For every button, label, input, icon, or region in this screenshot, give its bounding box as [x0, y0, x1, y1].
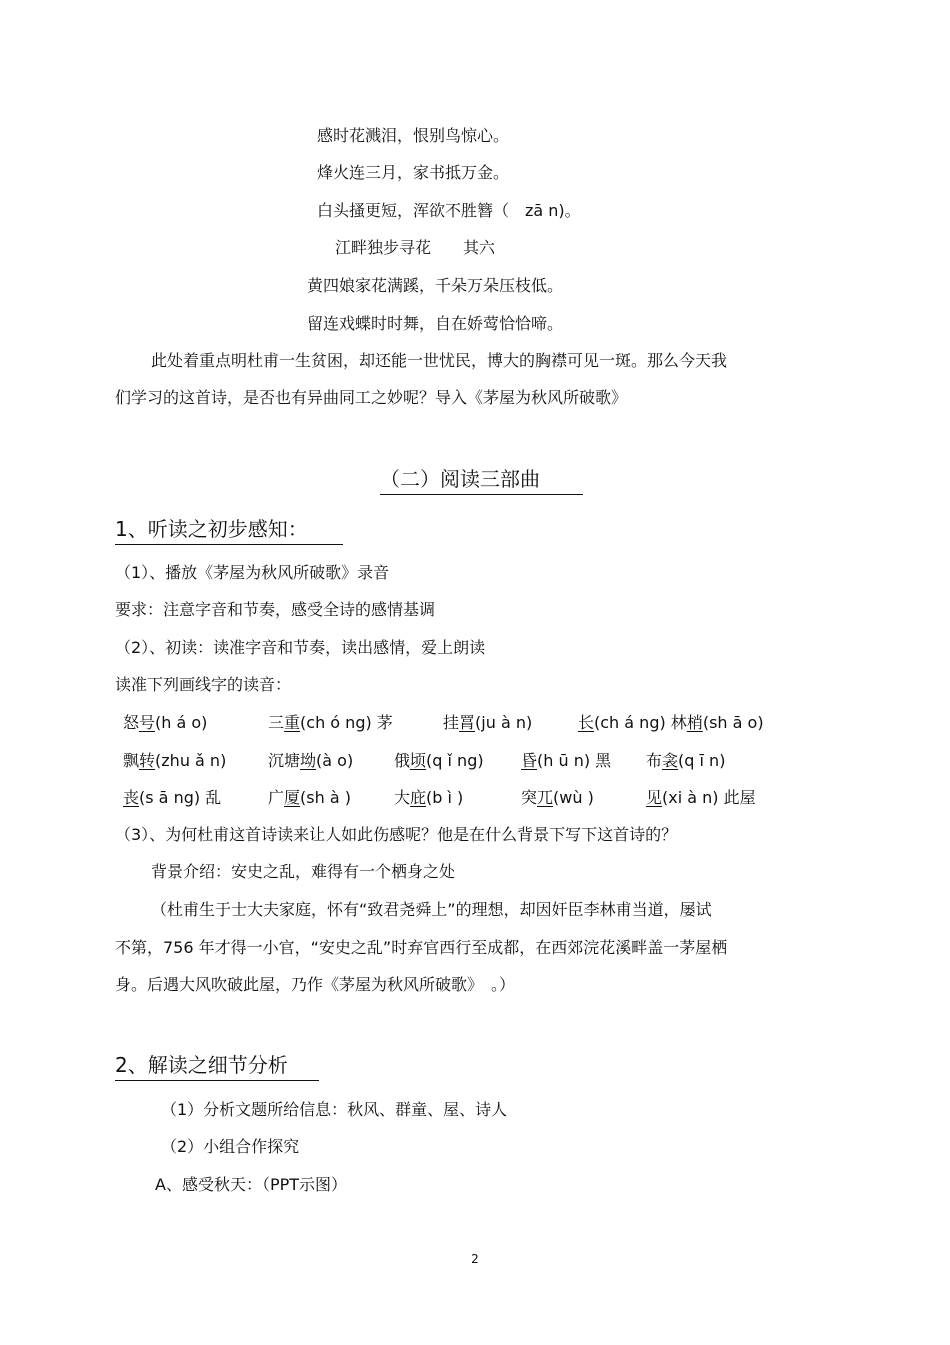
- part1-item-2: 要求：注意字音和节奏，感受全诗的感情基调: [115, 600, 436, 619]
- pinyin-row-2: [0, 750, 950, 772]
- intro-paragraph-line-2: 们学习的这首诗，是否也有异曲同工之妙呢？导入《茅屋为秋风所破歌》: [115, 388, 628, 407]
- part2-item-2: （2）小组合作探究: [161, 1137, 300, 1156]
- poem1-line-1: 感时花溅泪，恨别鸟惊心。: [317, 126, 510, 145]
- pinyin-word: 飘转(zhu ǎ n): [123, 751, 227, 770]
- page-number: 2: [471, 1252, 479, 1266]
- intro-paragraph-line-1: 此处着重点明杜甫一生贫困，却还能一世忧民，博大的胸襟可见一斑。那么今天我: [151, 351, 728, 370]
- part2-item-3: A、感受秋天：（PPT示图）: [155, 1175, 348, 1194]
- section-title: （二）阅读三部曲: [380, 466, 583, 495]
- part2-item-1: （1）分析文题所给信息：秋风、群童、屋、诗人: [161, 1100, 508, 1119]
- poem1-line-3: 白头搔更短，浑欲不胜簪（ zā n)。: [317, 201, 581, 220]
- pinyin-word: 丧(s ā ng) 乱: [123, 788, 222, 807]
- part1-question-3: （3）、为何杜甫这首诗读来让人如此伤感呢？他是在什么背景下写下这首诗的？: [115, 825, 678, 844]
- pinyin-row-1: [0, 712, 950, 734]
- poem2-line-1: 黄四娘家花满蹊，千朵万朵压枝低。: [307, 276, 564, 295]
- pinyin-word: 怒号(h á o): [123, 713, 208, 732]
- poem1-line-2: 烽火连三月，家书抵万金。: [317, 163, 510, 182]
- part1-item-1: （1）、播放《茅屋为秋风所破歌》录音: [115, 563, 390, 582]
- pinyin-word: 三重(ch ó ng) 茅: [268, 713, 393, 732]
- background-paragraph-line-3: 身。后遇大风吹破此屋，乃作《茅屋为秋风所破歌》 。）: [115, 975, 516, 994]
- background-paragraph-line-1: （杜甫生于士大夫家庭，怀有“致君尧舜上”的理想，却因奸臣李林甫当道，屡试: [151, 900, 712, 919]
- background-label: 背景介绍：安史之乱，难得有一个栖身之处: [151, 862, 456, 881]
- pinyin-word: 见(xi à n) 此屋: [646, 788, 756, 807]
- pinyin-word: 布衾(q ī n): [646, 751, 726, 770]
- pinyin-word: 沉塘坳(à o): [268, 751, 354, 770]
- poem2-title: 江畔独步寻花 其六: [335, 238, 496, 257]
- pinyin-row-3: [0, 787, 950, 809]
- pinyin-word: 俄顷(q ǐ ng): [394, 751, 484, 770]
- poem2-line-2: 留连戏蝶时时舞，自在娇莺恰恰啼。: [307, 314, 564, 333]
- pinyin-word: 长(ch á ng) 林梢(sh ā o): [578, 713, 764, 732]
- part1-heading: 1、听读之初步感知：: [115, 516, 343, 545]
- pinyin-word: 挂罥(ju à n): [443, 713, 533, 732]
- pinyin-word: 大庇(b ì ): [394, 788, 464, 807]
- part2-heading: 2、解读之细节分析: [115, 1052, 319, 1081]
- pinyin-word: 昏(h ū n) 黑: [521, 751, 612, 770]
- part1-item-4: 读准下列画线字的读音：: [115, 675, 292, 694]
- pinyin-word: 广厦(sh à ): [268, 788, 351, 807]
- part1-item-3: （2）、初读：读准字音和节奏，读出感情，爱上朗读: [115, 638, 486, 657]
- background-paragraph-line-2: 不第，756 年才得一小官，“安史之乱”时弃官西行至成都，在西郊浣花溪畔盖一茅屋栖: [115, 938, 728, 957]
- pinyin-word: 突兀(wù ): [521, 788, 594, 807]
